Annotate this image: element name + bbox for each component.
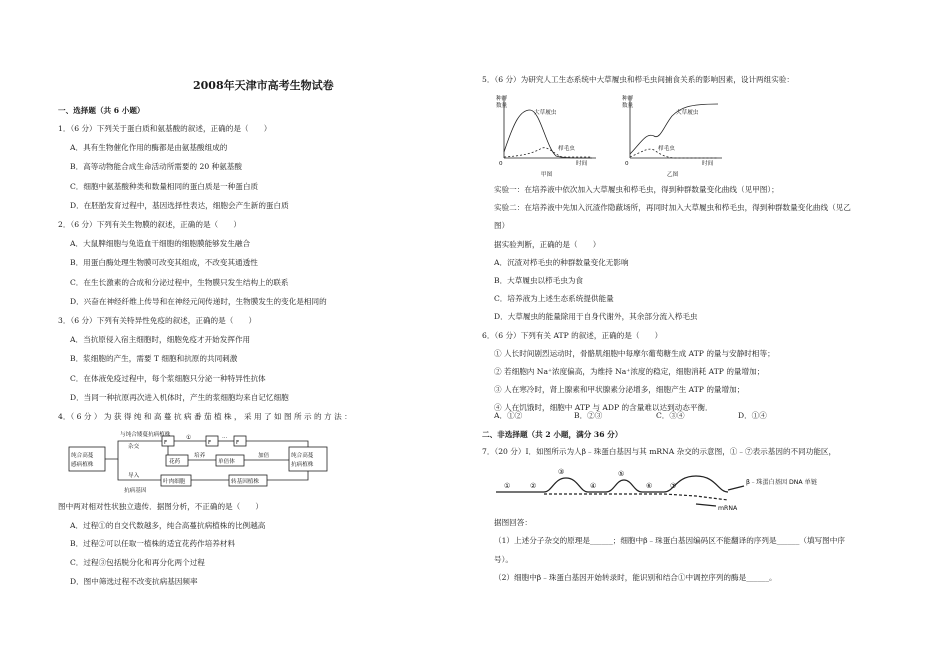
question-7-stem: 7．（20 分）Ⅰ．如图所示为人β﹣珠蛋白基因与其 mRNA 杂交的示意图，①﹣⑦表示基因的不同功能区， xyxy=(482,447,837,456)
source-plant-label-2: 感病植株 xyxy=(71,462,94,468)
graph-a-predator-curve xyxy=(504,148,592,157)
q6-option-b: B．②③ xyxy=(574,411,603,420)
text-line: 图） xyxy=(494,221,510,231)
text-line: 实验一：在培养液中依次加入大草履虫和栉毛虫，得到种群数量变化曲线（见甲图）； xyxy=(494,185,779,194)
region-2: ② xyxy=(530,482,537,490)
breeding-diagram xyxy=(68,430,338,498)
text-line: D．图中筛选过程不改变抗病基因频率 xyxy=(70,576,198,586)
question-5-stem: 5．（6 分）为研究人工生态系统中大草履虫和栉毛虫间捕食关系的影响因素，设计两组实验： xyxy=(482,75,795,84)
text-line: 1．（6 分）下列关于蛋白质和氨基酸的叙述，正确的是（ ） xyxy=(58,124,272,133)
text-line: C．细胞中氨基酸种类和数量相同的蛋白质是一种蛋白质 xyxy=(70,181,259,191)
graph-a xyxy=(496,92,606,178)
text-line: C．在生长激素的合成和分泌过程中，生物膜只发生结构上的联系 xyxy=(70,277,289,287)
text-line: B．用蛋白酶处理生物膜可改变其组成，不改变其通透性 xyxy=(70,258,258,268)
text-line: A．沉渣对栉毛虫的种群数量变化无影响 xyxy=(494,257,629,267)
target-plant-label-1: 纯合高蔓 xyxy=(291,453,314,459)
text-line: C．过程③包括脱分化和再分化两个过程 xyxy=(70,558,205,568)
region-7: ⑦ xyxy=(670,482,677,490)
import-label: 导入 xyxy=(128,473,140,479)
graph-b-ylabel-2: 数量 xyxy=(622,103,634,109)
source-plant-label-1: 纯合高蔓 xyxy=(71,453,94,459)
region-3: ③ xyxy=(558,468,565,476)
text-line: 6．（6 分）下列有关 ATP 的叙述，正确的是（ ） xyxy=(482,330,663,340)
text-line: ② 若细胞内 Na⁺浓度偏高，为维持 Na⁺浓度的稳定，细胞消耗 ATP 的量增加； xyxy=(494,367,765,376)
text-line: 图中两对相对性状独立遗传．据图分析，不正确的是（ ） xyxy=(58,502,264,511)
mrna-strand xyxy=(544,494,728,500)
region-5: ⑤ xyxy=(618,470,625,478)
text-line: B．浆细胞的产生，需要 T 细胞和抗原的共同刺激 xyxy=(70,354,238,364)
text-line: （1）上述分子杂交的原理是______；细胞中β﹣珠蛋白基因编码区不能翻译的序列是______（填写图中序 xyxy=(494,536,845,546)
text-line: B．高等动物能合成生命活动所需要的 20 种氨基酸 xyxy=(70,162,242,172)
graph-b-series-1: 大草履虫 xyxy=(676,110,699,116)
text-line: D．在胚胎发育过程中，基因选择性表达，细胞会产生新的蛋白质 xyxy=(70,200,289,210)
q6-option-d: D．①④ xyxy=(738,411,767,420)
text-line: D．当同一种抗原再次进入机体时，产生的浆细胞均来自记忆细胞 xyxy=(70,392,289,402)
graph-a-xlabel: 时间 xyxy=(576,161,588,167)
section-heading-nonchoice: 二、非选择题（共 2 小题，满分 36 分） xyxy=(482,430,623,439)
text-line: B．过程②可以任取一植株的适宜花药作培养材料 xyxy=(70,539,236,549)
top-cross-label: 与纯合矮蔓抗病植株 xyxy=(120,432,171,438)
text-line: A．大鼠脾细胞与兔造血干细胞的细胞膜能够发生融合 xyxy=(70,239,251,249)
text-line: C．在体液免疫过程中，每个浆细胞只分泌一种特异性抗体 xyxy=(70,373,266,383)
q6-option-a: A．①② xyxy=(494,411,523,420)
resistance-gene-label: 抗病基因 xyxy=(124,488,147,494)
region-6: ⑥ xyxy=(646,482,653,490)
text-line: ④ 人在饥饿时，细胞中 ATP 与 ADP 的含量难以达到动态平衡． xyxy=(494,403,713,413)
f1-label: F xyxy=(164,440,168,446)
text-line: D．兴奋在神经纤维上传导和在神经元间传递时，生物膜发生的变化是相同的 xyxy=(70,296,327,306)
section-heading-choice: 一、选择题（共 6 小题） xyxy=(58,106,145,115)
text-line: 号）。 xyxy=(494,554,513,564)
dna-label: β﹣珠蛋白基因 DNA 单链 xyxy=(746,479,818,486)
graph-a-series-2: 栉毛虫 xyxy=(558,146,575,152)
mesophyll-label: 叶肉细胞 xyxy=(163,479,186,485)
text-line: 实验二：在培养液中先加入沉渣作隐蔽场所，再同时加入大草履虫和栉毛虫，得到种群数量变化曲线（见乙 xyxy=(494,203,851,213)
text-line: ① 人长时间剧烈运动时，骨骼肌细胞中每摩尔葡萄糖生成 ATP 的量与安静时相等； xyxy=(494,348,775,358)
graph-a-origin: 0 xyxy=(499,161,503,167)
dots-label: ··· xyxy=(222,435,228,441)
graph-a-prey-curve xyxy=(504,110,592,158)
hybridization-diagram xyxy=(496,466,818,514)
graph-b-xlabel: 时间 xyxy=(702,161,714,167)
text-line: 据图回答： xyxy=(494,518,532,527)
text-line: 据实验判断，正确的是（ ） xyxy=(494,239,601,249)
paper-title: 2008年天津市高考生物试卷 xyxy=(193,79,334,92)
f2-label: F xyxy=(208,440,212,446)
anther-label: 花药 xyxy=(169,459,181,465)
culture-label: 培养 xyxy=(194,453,206,459)
cross-label: 杂交 xyxy=(128,444,140,450)
region-1: ① xyxy=(504,482,511,490)
graph-b-origin: 0 xyxy=(625,161,629,167)
graph-b-series-2: 栉毛虫 xyxy=(658,146,675,152)
transgenic-plant-label: 转基因植株 xyxy=(231,479,259,485)
haploid-label: 单倍体 xyxy=(218,459,235,465)
q6-option-c: C．③④ xyxy=(656,411,685,420)
fn-label: F xyxy=(236,440,240,446)
doubling-label: 加倍 xyxy=(258,453,270,459)
text-line: C．培养液为上述生态系统提供能量 xyxy=(494,294,614,304)
text-line: 2．（6 分）下列有关生物膜的叙述，正确的是（ ） xyxy=(58,220,241,229)
graph-b xyxy=(622,92,732,178)
graph-a-series-1: 大草履虫 xyxy=(534,110,557,116)
graph-a-ylabel-2: 数量 xyxy=(496,103,508,109)
region-4: ④ xyxy=(590,482,597,490)
graph-a-ylabel-1: 种群 xyxy=(496,96,508,102)
text-line: ③ 人在寒冷时，肾上腺素和甲状腺素分泌增多，细胞产生 ATP 的量增加； xyxy=(494,385,745,395)
text-line: A．具有生物催化作用的酶都是由氨基酸组成的 xyxy=(70,143,228,153)
graph-a-caption: 甲图 xyxy=(541,172,553,178)
text-line: 3．（6 分）下列有关特异性免疫的叙述，正确的是（ ） xyxy=(58,316,257,325)
dna-strand-right xyxy=(646,476,728,492)
text-line: 4．（ 6 分 ） 为 获 得 纯 和 高 蔓 抗 病 番 茄 植 株 ， 采 用 了 如 图 所 示 的 方 法 ： xyxy=(58,412,352,421)
graph-b-ylabel-1: 种群 xyxy=(622,96,634,102)
graph-b-caption: 乙图 xyxy=(667,172,679,178)
step-1-label: ① xyxy=(186,435,192,441)
dna-strand-left xyxy=(496,478,646,492)
text-line: B．大草履虫以栉毛虫为食 xyxy=(494,276,584,285)
target-plant-label-2: 抗病植株 xyxy=(291,462,314,468)
mrna-label: mRNA xyxy=(718,505,738,512)
text-line: A．当抗原侵入宿主细胞时，细胞免疫才开始发挥作用 xyxy=(70,335,251,345)
text-line: D．大草履虫的能量除用于自身代谢外，其余部分流入栉毛虫 xyxy=(494,312,698,322)
text-line: （2）细胞中β﹣珠蛋白基因开始转录时，能识别和结合①中调控序列的酶是______。 xyxy=(494,572,777,582)
text-line: A．过程①的自交代数越多，纯合高蔓抗病植株的比例越高 xyxy=(70,520,266,530)
